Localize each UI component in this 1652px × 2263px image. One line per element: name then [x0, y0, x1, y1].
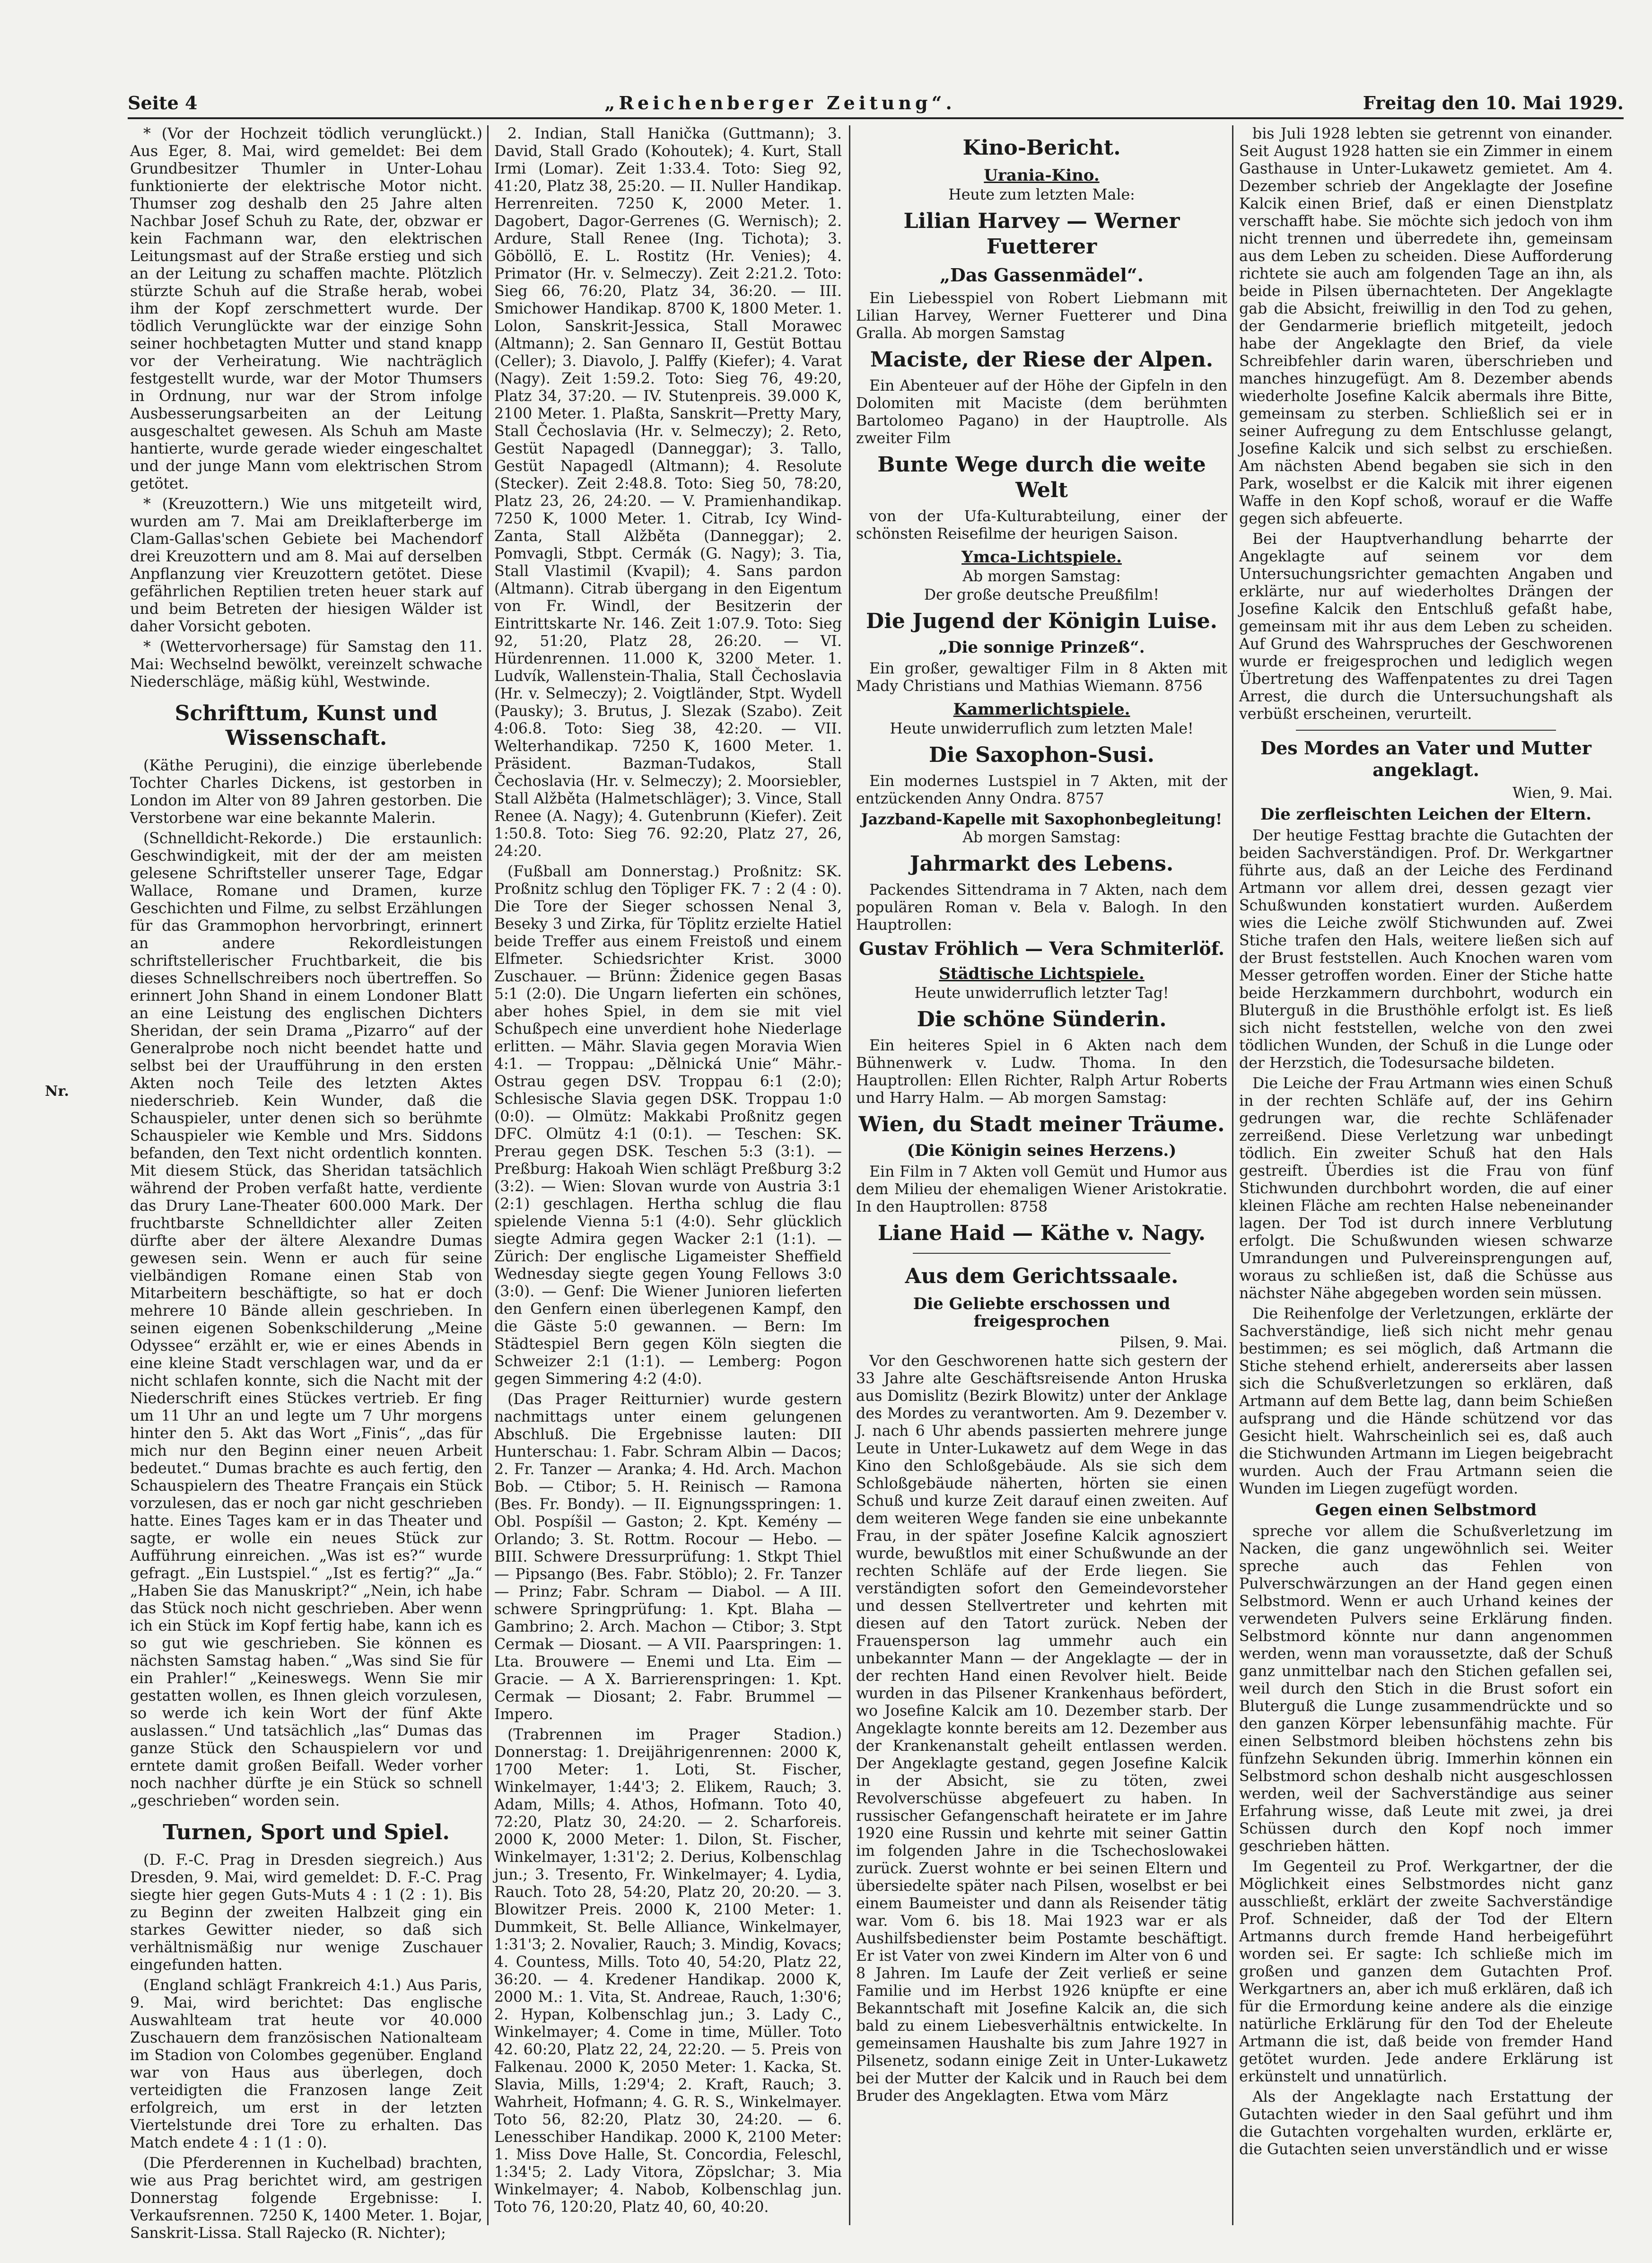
- dateline: Pilsen, 9. Mai.: [1119, 1334, 1227, 1351]
- header-rule: [128, 117, 1624, 119]
- film-description: Ein Abenteuer auf der Höhe der Gipfeln in den Dolomiten mit Maciste (dem berühmten Bartolomeo Pagano) in der Hauptrolle. Als zweiter Film: [856, 377, 1227, 447]
- film-description: Packendes Sittendrama in 7 Akten, nach dem populären Roman v. Bela v. Balogh. In den Hauptrollen:: [856, 882, 1227, 934]
- film-title: Die Saxophon-Susi.: [929, 743, 1154, 767]
- column-divider: [487, 125, 489, 2225]
- page-header: [128, 80, 1624, 114]
- article-vipers: * (Kreuzottern.) Wie uns mitgeteilt wird, wurden am 7. Mai am Dreiklafterberge im Clam-Gallas'schen Gebiete bei Machendorf drei Kreuzottern und am 8. Mai auf derselben Anpflanzung vier Kreuzottern getötet. Diese gefährlichen Reptilien treten heuer stark auf und beim Betreten der hiesigen Wälder ist daher Vorsicht geboten.: [130, 496, 482, 635]
- issue-date: Freitag den 10. Mai 1929.: [1363, 92, 1624, 114]
- showing-note: Heute unwiderruflich letzter Tag!: [914, 985, 1169, 1002]
- article-trotting: (Trabrennen im Prager Stadion.) Donnerstag: 1. Dreijährigenrennen: 2000 K, 1700 Meter: 1. Loti, St. Fischer, Winkelmayer, 1:44'3; 2. Elikem, Rauch; 3. Adam, Mills; 4. Athos, Hofmann. Toto 40, 72:20, Platz 30, 24:20. — 2. Scharforeis. 2000 K, 2000 Meter: 1. Dilon, St. Fischer, Winkelmayer, 1:31'2; 2. Derius, Kolbenschlag jun.; 3. Tresento, Fr. Winkelmayer; 4. Lydia, Rauch. Toto 28, 54:20, Platz 20, 20:20. — 3. Blowitzer Preis. 2000 K, 2100 Meter: 1. Dummkeit, St. Belle Alliance, Winkelmayer, 1:31'3; 2. Novalier, Rauch; 3. Mindig, Kovacs; 4. Countess, Mills. Toto 40, 54:20, Platz 22, 36:20. — 4. Kredener Handikap. 2000 K, 2000 M.: 1. Vita, St. Andreae, Rauch, 1:30'6; 2. Hypan, Kolbenschlag jun.; 3. Lady C., Winkelmayer; 4. Come in time, Müller. Toto 42. 60:20, Platz 22, 24, 22:20. — 5. Preis von Falkenau. 2000 K, 2050 Meter: 1. Kacka, St. Slavia, Mills, 1:29'4; 2. Kraft, Rauch; 3. Wahrheit, Hofmann; 4. G. R. S., Winkelmayer. Toto 56, 82:20, Platz 30, 24:20. — 6. Lenesschiber Handikap. 2000 K, 2100 Meter: 1. Miss Dove Halle, St. Concordia, Feleschl, 1:34'5; 2. Lady Vitora, Zöpslchar; 3. Mia Winkelmayer; 4. Nabob, Kolbenschlag jun. Toto 76, 120:20, Platz 40, 60, 40:20.: [494, 1726, 842, 2216]
- page-number: Seite 4: [128, 92, 198, 114]
- film-description: Ein heiteres Spiel in 6 Akten nach dem Bühnenwerk v. Ludw. Thoma. In den Hauptrollen: Ellen Richter, Ralph Artur Roberts und Harry Halm. — Ab morgen Samstag:: [856, 1037, 1227, 1107]
- article-court-pilsen: Vor den Geschworenen hatte sich gestern der 33 Jahre alte Geschäftsreisende Anton Hruska aus Domislitz (Bezirk Blowitz) unter der Anklage des Mordes zu verantworten. Am 9. Dezember v. J. nach 6 Uhr abends passierten mehrere junge Leute in Unter-Lukawetz auf dem Wege in das Kino den Schloßgebäude. Als sie sich dem Schloßgebäude näherten, hörten sie einen Schuß und kurze Zeit darauf einen zweiten. Auf dem weiteren Wege fanden sie eine unbekannte Frau, in der später Josefine Kalcik agnosziert wurde, bewußtlos mit einer Schußwunde an der rechten Schläfe auf der Erde liegen. Sie verständigten sofort den Gemeindevorsteher und dessen Stellvertreter und kehrten mit diesen auf den Tatort zurück. Neben der Frauensperson lag ummehr auch ein unbekannter Mann — der Angeklagte — der in der rechten Hand einen Revolver hielt. Beide wurden in das Pilsener Krankenhaus befördert, wo Josefine Kalcik am 10. Dezember starb. Der Angeklagte konnte bereits am 12. Dezember aus der Krankenanstalt geheilt entlassen werden. Der Angeklagte gestand, gegen Josefine Kalcik in der Absicht, sie zu töten, zwei Revolverschüsse abgefeuert zu haben. In russischer Gefangenschaft heiratete er im Jahre 1920 eine Russin und kehrte mit seiner Gattin im folgenden Jahre in die Tschechoslowakei zurück. Zuerst wohnte er bei seinen Eltern und übersiedelte später nach Pilsen, woselbst er bei einem Baumeister und dann als Reisender tätig war. Vom 6. bis 18. Mai 1923 war er als Aushilfsbedienster beim Postamte beschäftigt. Er ist Vater von zwei Kindern im Alter von 6 und 8 Jahren. Im Laufe der Zeit verließ er seine Familie und im Herbst 1926 knüpfte er eine Bekanntschaft mit Josefine Kalcik an, die sich bald zu einem Liebesverhältnis entwickelte. In gemeinsamen Haushalte bis zum Jahre 1927 in Pilsenetz, sodann einige Zeit in Unter-Lukawetz bei der Mutter der Kalcik und in Rauch bei dem Bruder des Angeklagten. Etwa vom März: [856, 1353, 1227, 2105]
- column-2: [494, 125, 842, 2225]
- margin-mark: Nr.: [45, 1083, 69, 1100]
- cinema-venue: Ymca-Lichtspiele.: [961, 548, 1122, 567]
- column-divider: [1232, 125, 1233, 2225]
- film-description: Ein großer, gewaltiger Film in 8 Akten mit Mady Christians und Mathias Wiemann. 8756: [856, 660, 1227, 695]
- film-title: Jahrmarkt des Lebens.: [909, 852, 1174, 876]
- film-title: Die Jugend der Königin Luise.: [866, 609, 1217, 633]
- film-subtitle: „Die sonnige Prinzeß“.: [938, 638, 1145, 657]
- film-description: Ein Liebesspiel von Robert Liebmann mit Lilian Harvey, Werner Fuetterer und Dina Gralla. Ab morgen Samstag: [856, 290, 1227, 342]
- cinema-venue: Städtische Lichtspiele.: [939, 964, 1145, 983]
- film-stars: Gustav Fröhlich — Vera Schmiterlöf.: [858, 938, 1224, 959]
- separator-rule: [1296, 730, 1556, 731]
- article-murder-body: Die Leiche der Frau Artmann wies einen Schuß in der rechten Schläfe auf, der ins Gehirn gedrungen war, die rechte Schläfenader zerreißend. Diese Verletzung war unbedingt tödlich. Ein zweiter Schuß hat den Hals gestreift. Überdies ist die Frau von fünf Stichwunden durchbohrt worden, die auf einer kleinen Fläche am rechten Halse nebeneinander lagen. Der Tod ist durch innere Verblutung erfolgt. Die Schußwunden wiesen schwarze Umrandungen und Pulvereinsprengungen auf, woraus zu schließen ist, daß die Schüsse aus nächster Nähe abgegeben worden sein müssen.: [1239, 1075, 1613, 1302]
- film-description: von der Ufa-Kulturabteilung, einer der schönsten Reisefilme der heurigen Saison.: [856, 508, 1227, 542]
- showing-note: Der große deutsche Preußfilm!: [924, 586, 1160, 603]
- article-england-france: (England schlägt Frankreich 4:1.) Aus Paris, 9. Mai, wird berichtet: Das englische Auswahlteam trat heute vor 40.000 Zuschauern dem französischen Nationalteam im Stadion von Colombes gegenüber. England war von Haus aus überlegen, doch verteidigten die Franzosen lange Zeit erfolgreich, um erst in der letzten Viertelstunde drei Tore zu erhalten. Das Match endete 4 : 1 (1 : 0).: [130, 1977, 482, 2151]
- article-court-verdict: Bei der Hauptverhandlung beharrte der Angeklagte auf seinem vor dem Untersuchungsrichter gemachten Angaben und erklärte, nur auf wiederholtes Drängen der Josefine Kalcik den Entschluß gefaßt habe, gemeinsam mit ihr aus dem Leben zu scheiden. Auf Grund des Wahrspruches der Geschworenen wurde er freigesprochen und lediglich wegen Übertretung des Waffenpatentes zu drei Tagen Arrest, die durch die Untersuchungshaft als verbüßt erscheinen, verurteilt.: [1239, 531, 1613, 723]
- column-1: [130, 125, 482, 2242]
- article-weather: * (Wettervorhersage) für Samstag den 11. Mai: Wechselnd bewölkt, vereinzelt schwache Niederschläge, mäßig kühl, Westwinde.: [130, 638, 482, 690]
- article-murder-body: Der heutige Festtag brachte die Gutachten der beiden Sachverständigen. Prof. Dr. Werkgartner führte aus, daß an der Leiche des Ferdinand Artmann vor allem drei, dessen gezagt vier Schußwunden konstatiert wurden. Außerdem wies die Leiche zwölf Stichwunden auf. Zwei Stiche trafen den Hals, weitere ließen sich auf der Brust feststellen. Auch Knochen waren vom Messer getroffen worden. Einer der Stiche hatte beide Herzkammern durchbohrt, wodurch ein Bluterguß in die Brusthöhle erfolgt ist. Es ließ sich nicht feststellen, welche von den zwei tödlichen Wunden, der Schuß in die Lunge oder der Herzstich, die Todesursache bildeten.: [1239, 827, 1613, 1072]
- column-3: [856, 125, 1227, 2225]
- article-murder-body: Die Reihenfolge der Verletzungen, erklärte der Sachverständige, ließ sich nicht mehr genau bestimmen; es sei möglich, daß Artmann die Stiche stehend erhielt, andererseits aber lassen sich die Schußverletzungen so erklären, daß Artmann auf dem Bette lag, dann beim Schießen aufsprang und die Hände schützend vor das Gesicht hielt. Wahrscheinlich sei es, daß auch die Stichwunden Artmann im Liegen beigebracht wurden. Auch der Frau Artmann seien die Wunden im Liegen zugefügt worden.: [1239, 1305, 1613, 1497]
- section-heading-literature: Schrifttum, Kunst und Wissenschaft.: [175, 701, 438, 750]
- cinema-venue: Urania-Kino.: [984, 166, 1100, 185]
- dateline: Wien, 9. Mai.: [1512, 785, 1613, 802]
- article-murder-body: Im Gegenteil zu Prof. Werkgartner, der die Möglichkeit eines Selbstmordes nicht ganz ausschließt, erklärt der zweite Sachverständige Prof. Schneider, daß der Tod der Eltern Artmanns durch fremde Hand herbeigeführt worden sei. Er sagte: Ich schließe mich im großen und ganzen dem Gutachten Prof. Werkgartners an, aber ich muß erklären, daß ich für die Ermordung keine andere als die einzige natürliche Erklärung für den Tod der Eheleute Artmann die ist, daß beide von fremder Hand getötet wurden. Jede andere Erklärung ist erkünstelt und unnatürlich.: [1239, 1858, 1613, 2085]
- film-description: Ein modernes Lustspiel in 7 Akten, mit der entzückenden Anny Ondra. 8757: [856, 773, 1227, 807]
- article-race-results: 2. Indian, Stall Hanička (Guttmann); 3. David, Stall Grado (Kohoutek); 4. Kurt, Stall Irmi (Lomar). Zeit 1:33.4. Toto: Sieg 92, 41:20, Platz 38, 25:20. — II. Nuller Handikap. Herrenreiten. 7250 K, 2000 Meter. 1. Dagobert, Dagor-Gerrenes (G. Wernisch); 2. Ardure, Stall Renee (Ing. Tichota); 3. Göböllö, E. L. Rostitz (Hr. Venies); 4. Primator (Hr. v. Selmeczy). Zeit 2:21.2. Toto: Sieg 66, 76:20, Platz 34, 36:20. — III. Smichower Handikap. 8700 K, 1800 Meter. 1. Lolon, Sanskrit-Jessica, Stall Morawec (Altmann); 2. San Gennaro II, Gestüt Bottau (Celler); 3. Diavolo, J. Palffy (Kiefer); 4. Varat (Nagy). Zeit 1:59.2. Toto: Sieg 76, 49:20, Platz 34, 37:20. — IV. Stutenpreis. 39.000 K, 2100 Meter. 1. Plaßta, Sanskrit—Pretty Mary, Stall Čechoslavia (Hr. v. Selmeczy); 2. Reto, Gestüt Napagedl (Danneggar); 3. Tallo, Gestüt Napagedl (Altmann); 4. Resolute (Stecker). Zeit 2:48.8. Toto: Sieg 50, 78:20, Platz 23, 26, 24:20. — V. Pramienhandikap. 7250 K, 1000 Meter. 1. Citrab, Icy Wind-Zanta, Stall Alžběta (Danneggar); 2. Pomvagli, Stbpt. Cermák (G. Nagy); 3. Tia, Stall Vlastimil (Kvapil); 4. Sans pardon (Altmann). Citrab übergang in den Eigentum von Fr. Windl, der Besitzerin der Eintrittskarte Nr. 146. Zeit 1:07.9. Toto: Sieg 92, 51:20, Platz 28, 26:20. — VI. Hürdenrennen. 11.000 K, 3200 Meter. 1. Ludvík, Wallenstein-Thalia, Stall Čechoslavia (Hr. v. Selmeczy); 2. Voigtländer, Stpt. Wydell (Pausky); 3. Brutus, J. Slezak (Szabo). Zeit 4:06.8. Toto: Sieg 38, 42:20. — VII. Welterhandikap. 7250 K, 1600 Meter. 1. Präsident. Bazman-Tudakos, Stall Čechoslavia (Hr. v. Selmeczy); 2. Moorsiebler, Stall Alžběta (Halmetschläger); 3. Vince, Stall Renee (A. Nagy); 4. Gutenbrunn (Kiefer). Zeit 1:50.8. Toto: Sieg 76. 92:20, Platz 27, 26, 24:20.: [494, 125, 842, 860]
- article-wedding-accident: * (Vor der Hochzeit tödlich verunglückt.) Aus Eger, 8. Mai, wird gemeldet: Bei dem Grundbesitzer Thumler in Unter-Lohau funktionierte der elektrische Motor nicht. Thumser zog deshalb den 25 Jahre alten Nachbar Josef Schuh zu Rate, der, obzwar er kein Fachmann war, den elektrischen Leitungsmast auf der Straße erstieg und sich an der Leitung zu schaffen machte. Plötzlich stürzte Schuh auf die Straße herab, wobei ihm der Kopf zerschmettert wurde. Der tödlich Verunglückte war der einzige Sohn seiner hochbetagten Mutter und stand knapp vor der Verheiratung. Wie nachträglich festgestellt wurde, war der Motor Thumsers in Ordnung, nur war der Strom infolge Ausbesserungsarbeiten an der Leitung ausgeschaltet gewesen. Als Schuh am Maste hantierte, wurde gerade wieder eingeschaltet und der junge Mann vom elektrischen Strom getötet.: [130, 125, 482, 492]
- section-heading-court: Aus dem Gerichtssaale.: [905, 1264, 1179, 1288]
- film-title: Wien, du Stadt meiner Träume.: [858, 1112, 1225, 1136]
- article-court-continued: bis Juli 1928 lebten sie getrennt von einander. Seit August 1928 hatten sie ein Zimmer in einem Gasthause in Unter-Lukawetz gemietet. Am 4. Dezember schrieb der Angeklagte der Josefine Kalcik einen Brief, daß er einen Dienstplatz verschafft habe. Sie möchte sich jedoch von ihm nicht trennen und überredete ihn, gemeinsam aus dem Leben zu scheiden. Diese Aufforderung richtete sie auch am folgenden Tage an ihn, als beide in Pilsen übernachteten. Der Angeklagte gab die Absicht, freiwillig in den Tod zu gehen, der Gendarmerie brieflich mitgeteilt, jedoch habe der Angeklagte den Brief, da viele Schreibfehler darin waren, überschrieben und manches hinzugefügt. Am 8. Dezember abends wiederholte Josefine Kalcik abermals ihre Bitte, gemeinsam zu sterben. Schließlich sei er in seiner Aufregung zu dem Entschlusse gelangt, Josefine Kalcik und sich selbst zu erschießen. Am nächsten Abend begaben sie sich in den Park, woselbst er die Kalcik mit ihrer eigenen Waffe in den Kopf schoß, worauf er die Waffe gegen sich abfeuerte.: [1239, 125, 1613, 527]
- article-speed-writing: (Schnelldicht-Rekorde.) Die erstaunlich: Geschwindigkeit, mit der der am meisten gelesene Schriftsteller unserer Tage, Edgar Wallace, Romane und Dramen, kurze Geschichten und Filme, zu selbst Erzählungen für das Grammophon hervorbringt, erinnert an andere Rekordleistungen schriftstellerischer Fruchtbarkeit, die bis dieses Schnellschreibers noch übertreffen. So erinnert John Shand in einem Londoner Blatt an eine Leistung des englischen Dichters Sheridan, der sein Drama „Pizarro“ auf der Generalprobe noch nicht beendet hatte und selbst bei der Uraufführung in den ersten Akten noch Teile des letzten Aktes niederschrieb. Kein Wunder, daß die Schauspieler, unter denen sich so berühmte Schauspieler wie Kemble und Mrs. Siddons befanden, den Text nicht ordentlich konnten. Mit diesem Stück, das Sheridan tatsächlich während der Proben verfaßt hatte, verdiente das Drury Lane-Theater 600.000 Mark. Der fruchtbarste Schnelldichter aller Zeiten dürfte aber der ältere Alexandre Dumas gewesen sein. Wenn er auch für seine vielbändigen Romane einen Stab von Mitarbeitern beschäftigte, so hat er doch mehrere 10 Bände allein geschrieben. In seinen eigenen Sobenkschilderung „Meine Odyssee“ erzählt er, wie er eines Abends in eine kleine Stadt verschlagen war, und da er nicht schlafen konnte, sich die Nacht mit der Niederschrift eines Stückes vertrieb. Er fing um 11 Uhr an und legte um 7 Uhr morgens hinter den 5. Akt das Wort „Finis“, „das für mich nur den Beginn einer neuen Arbeit bedeutet.“ Dumas brachte es auch fertig, den Schauspielern des Theatre Français ein Stück vorzulesen, das er noch gar nicht geschrieben hatte. Eines Tages kam er in das Theater und sagte, er wolle ein neues Stück zur Aufführung einreichen. „Was ist es?“ wurde gefragt. „Ein Lustspiel.“ „Ist es fertig?“ „Ja.“ „Haben Sie das Manuskript?“ „Nein, ich habe das Stück noch nicht geschrieben. Aber wenn ich ein Stück im Kopf fertig habe, kann ich es so gut wie geschrieben. Sie können es nächsten Samstag haben.“ „Was sind Sie für ein Prahler!“ „Keineswegs. Wenn Sie mir gestatten wollen, es Ihnen gleich vorzulesen, so werde ich kein Wort der fünf Akte auslassen.“ Und tatsächlich „las“ Dumas das ganze Stück den Schauspielern vor und erntete damit großen Beifall. Weder vorher noch nachher dürfte je ein Stück so schnell „geschrieben“ worden sein.: [130, 830, 482, 1809]
- article-murder-body: Als der Angeklagte nach Erstattung der Gutachten wieder in den Saal geführt und ihm die Gutachten vorgehalten wurden, erklärte er, die Gutachten seien unverständlich und er wisse: [1239, 2088, 1613, 2158]
- column-4: [1239, 125, 1613, 2225]
- article-subheading: Die zerfleischten Leichen der Eltern.: [1260, 805, 1592, 824]
- newspaper-title: „Reichenberger Zeitung“.: [604, 92, 956, 114]
- film-title: Maciste, der Riese der Alpen.: [870, 348, 1214, 372]
- separator-rule: [913, 1253, 1171, 1254]
- film-title: Die schöne Sünderin.: [917, 1007, 1167, 1031]
- section-heading-sport: Turnen, Sport und Spiel.: [163, 1820, 450, 1844]
- column-divider: [849, 125, 850, 2225]
- section-heading-cinema: Kino-Bericht.: [962, 136, 1121, 160]
- film-subtitle: (Die Königin seines Herzens.): [907, 1141, 1177, 1160]
- section-heading-murder: Des Mordes an Vater und Mutter angeklagt.: [1260, 737, 1591, 780]
- showing-note: Ab morgen Samstag:: [962, 829, 1121, 846]
- article-subheading: Gegen einen Selbstmord: [1315, 1501, 1537, 1520]
- showing-note: Heute unwiderruflich zum letzten Male!: [890, 720, 1194, 737]
- article-dfc-prague: (D. F.-C. Prag in Dresden siegreich.) Aus Dresden, 9. Mai, wird gemeldet: D. F.-C. Prag siegte hier gegen Guts-Muts 4 : 1 (2 : 1). Bis zu Beginn der zweiten Halbzeit ging ein starkes Gewitter nieder, so daß sich verhältnismäßig nur wenige Zuschauer eingefunden hatten.: [130, 1852, 482, 1974]
- showing-note: Heute zum letzten Male:: [948, 186, 1135, 203]
- film-stars: Liane Haid — Käthe v. Nagy.: [877, 1221, 1206, 1245]
- showing-note: Jazzband-Kapelle mit Saxophonbegleitung!: [861, 811, 1223, 828]
- film-stars: Lilian Harvey — Werner Fuetterer: [903, 209, 1180, 259]
- cinema-venue: Kammerlichtspiele.: [953, 700, 1130, 719]
- article-horse-racing: (Die Pferderennen in Kuchelbad) brachten, wie aus Prag berichtet wird, am gestrigen Donnerstag folgende Ergebnisse: I. Verkaufsrennen. 7250 K, 1400 Meter. 1. Bojar, Sanskrit-Lissa. Stall Rajecko (R. Nichter);: [130, 2155, 482, 2242]
- film-title: Bunte Wege durch die weite Welt: [877, 453, 1206, 502]
- article-perugini: (Käthe Perugini), die einzige überlebende Tochter Charles Dickens, ist gestorben in London im Alter von 89 Jahren gestorben. Die Verstorbene war eine bekannte Malerin.: [130, 757, 482, 827]
- film-title: „Das Gassenmädel“.: [940, 264, 1144, 286]
- article-subheading: Die Geliebte erschossen und freigesprochen: [913, 1294, 1171, 1331]
- showing-note: Ab morgen Samstag:: [962, 568, 1121, 585]
- film-description: Ein Film in 7 Akten voll Gemüt und Humor aus dem Milieu der ehemaligen Wiener Aristokratie. In den Hauptrollen: 8758: [856, 1163, 1227, 1215]
- article-riding-tournament: (Das Prager Reitturnier) wurde gestern nachmittags unter einem gelungenen Abschluß. Die Ergebnisse lauten: DII Hunterschau: 1. Fabr. Schram Albin — Dacos; 2. Fr. Tanzer — Aranka; 4. Hd. Arch. Machon Bob. — Ctibor; 5. H. Reinisch — Ramona (Bes. Fr. Bondy). — II. Eignungsspringen: 1. Obl. Pospíšil — Gaston; 2. Kpt. Kemény — Orlando; 3. St. Rottm. Rocour — Hebo. — BIII. Schwere Dressurprüfung: 1. Stkpt Thiel — Pipsango (Bes. Fabr. Stöblo); 2. Fr. Tanzer — Prinz; Fabr. Schram — Diabol. — A III. schwere Springprüfung: 1. Kpt. Blaha — Gambrino; 2. Arch. Machon — Ctibor; 3. Stpt Cermak — Diosant. — A VII. Paarspringen: 1. Lta. Brouwere — Enemi und Lta. Eim — Gracie. — A X. Barrierenspringen: 1. Kpt. Cermak — Diosant; 2. Fabr. Brummel — Impero.: [494, 1391, 842, 1723]
- article-football: (Fußball am Donnerstag.) Proßnitz: SK. Proßnitz schlug den Töpliger FK. 7 : 2 (4 : 0). Die Tore der Sieger schossen Nenal 3, Beseky 3 und Zirka, für Töplitz erzielte Hatiel beide Treffer aus einem Freistoß und einem Elfmeter. Schiedsrichter Krist. 3000 Zuschauer. — Brünn: Židenice gegen Basas 5:1 (2:0). Die Ungarn lieferten ein schönes, aber hohes Spiel, in dem sie mit viel Schußpech eine unverdient hohe Niederlage erlitten. — Mähr. Slavia gegen Moravia Wien 4:1. — Troppau: „Dělnická Unie“ Mähr.-Ostrau gegen DSV. Troppau 6:1 (2:0); Schlesische Slavia gegen DSK. Troppau 1:0 (0:0). — Olmütz: Makkabi Proßnitz gegen DFC. Olmütz 4:1 (0:1). — Teschen: SK. Prerau gegen DSK. Teschen 5:3 (3:1). — Preßburg: Hakoah Wien schlägt Preßburg 3:2 (3:2). — Wien: Slovan wurde von Austria 3:1 (2:1) geschlagen. Hertha schlug die flau spielende Vienna 5:1 (4:0). Sehr glücklich siegte Admira gegen Wacker 2:1 (1:1). — Zürich: Der englische Ligameister Sheffield Wednesday siegte gegen Young Fellows 3:0 (3:0). — Genf: Die Wiener Junioren lieferten den Genfern einen überlegenen Kampf, den die Gäste 5:0 gewannen. — Bern: Im Städtespiel Bern gegen Köln siegten die Schweizer 2:1 (1:1). — Lemberg: Pogon gegen Simmering 4:2 (4:0).: [494, 863, 842, 1388]
- article-murder-body: spreche vor allem die Schußverletzung im Nacken, die ganz ungewöhnlich sei. Weiter spreche auch das Fehlen von Pulverschwärzungen an der Hand gegen einen Selbstmord. Wenn er auch Urhand keines der verwendeten Pulvers seine Erklärung finden. Selbstmord könnte nur dann angenommen werden, wenn man voraussetzte, daß der Schuß ganz unmittelbar nach den Stichen gefallen sei, weil durch den Stich in die Brust sofort ein Bluterguß die Lunge zusammendrückte und so den ganzen Körper lebensunfähig machte. Für einen Selbstmord bleiben höchstens zehn bis fünfzehn Sekunden übrig. Immerhin können ein Selbstmord schon deshalb nicht ausgeschlossen werden, weil der Sachverständige aus seiner Erfahrung wisse, daß Leute mit zwei, ja drei Schüssen durch den Kopf noch immer geschrieben hätten.: [1239, 1523, 1613, 1855]
